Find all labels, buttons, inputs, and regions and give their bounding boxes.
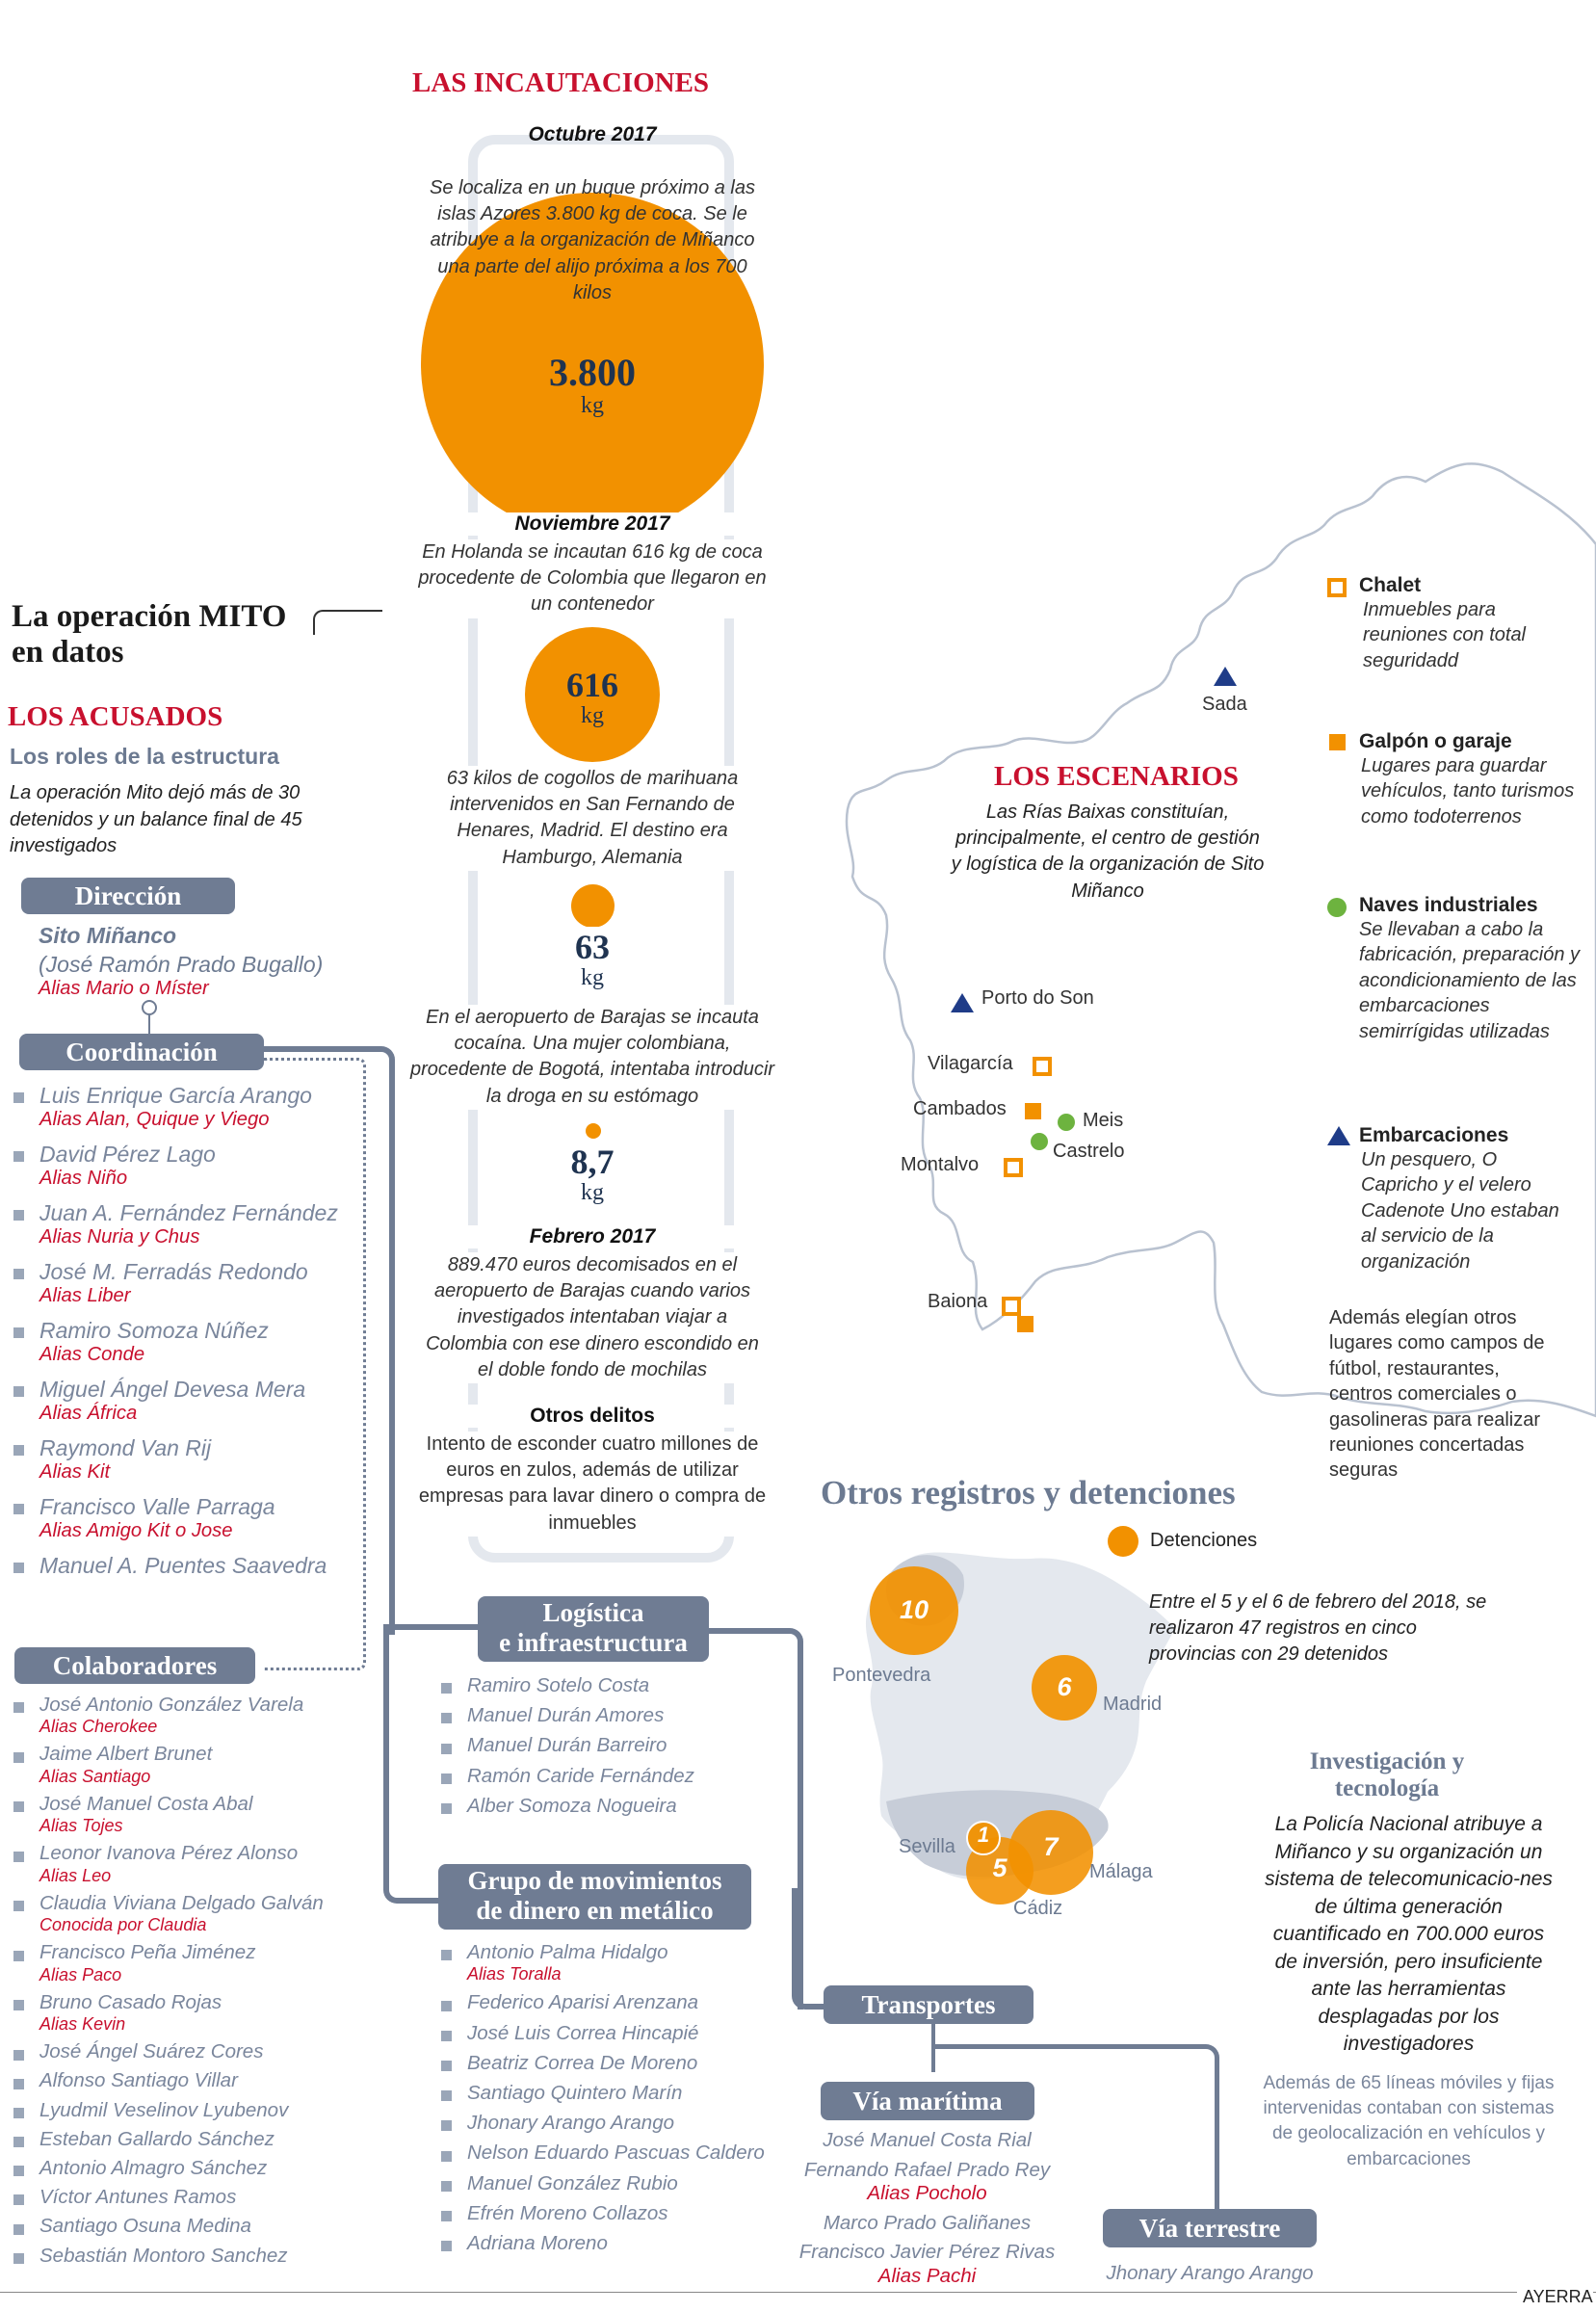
transportes-label: Transportes xyxy=(824,1985,1033,2024)
bullet-icon xyxy=(13,1210,24,1221)
bullet-icon xyxy=(441,2120,452,2131)
detenciones-label: Detenciones xyxy=(1150,1530,1258,1551)
person-name: Manuel Durán Barreiro xyxy=(467,1734,667,1757)
unit-3800: kg xyxy=(581,393,604,418)
direccion-name: Sito Miñanco xyxy=(39,923,177,948)
febrero-text: 889.470 euros decomisados en el aeropuerto de Barajas cuando varios investigados intentaban viajar a Colombia con ese dinero escondido en el doble fondo de mochilas xyxy=(416,1252,769,1383)
bullet-icon xyxy=(441,2001,452,2011)
person-name: Santiago Osuna Medina xyxy=(39,2215,251,2238)
person-name: Ramiro Somoza Núñez xyxy=(39,1318,269,1343)
person-name: Luis Enrique García Arango xyxy=(39,1083,312,1108)
amount-63: 63 xyxy=(525,927,660,967)
person-alias: Alias Pachi xyxy=(877,2264,977,2287)
bullet-icon xyxy=(13,1901,24,1911)
bullet-icon xyxy=(13,1092,24,1103)
direccion-real-name: (José Ramón Prado Bugallo) xyxy=(39,952,324,977)
bullet-icon xyxy=(13,2079,24,2089)
person-name: Francisco Javier Pérez Rivas xyxy=(798,2241,1056,2264)
bullet-icon xyxy=(13,2137,24,2147)
grupo-label-line1: Grupo de movimientos xyxy=(467,1866,722,1895)
bullet-icon xyxy=(13,1269,24,1279)
person-item xyxy=(13,1743,351,1786)
person-item xyxy=(441,2202,788,2225)
bullet-icon xyxy=(441,1713,452,1723)
person-item xyxy=(13,2186,351,2209)
person-item xyxy=(13,1892,351,1935)
det-pontevedra-value: 10 xyxy=(899,1595,929,1624)
det-cadiz-value: 5 xyxy=(992,1853,1007,1882)
bullet-icon xyxy=(13,2000,24,2010)
place-porto-do-son: Porto do Son xyxy=(981,987,1094,1009)
person-name: Alber Somoza Nogueira xyxy=(467,1794,677,1817)
det-madrid-value: 6 xyxy=(1057,1672,1072,1701)
otros-text: Intento de esconder cuatro millones de euros en zulos, además de utilizar empresas para lavar dinero o compra de inmuebles xyxy=(416,1432,769,1537)
person-name: Esteban Gallardo Sánchez xyxy=(39,2127,275,2150)
bullet-icon xyxy=(13,2108,24,2118)
person-name: Ramiro Sotelo Costa xyxy=(467,1674,650,1696)
bullet-icon xyxy=(13,1386,24,1397)
legend-text: Inmuebles para reuniones con total seguridadd xyxy=(1363,599,1527,671)
person-name: Fernando Rafael Prado Rey xyxy=(803,2158,1051,2181)
chalet-icon xyxy=(1327,578,1347,597)
person-name: Leonor Ivanova Pérez Alonso xyxy=(39,1842,299,1865)
chalet-icon xyxy=(1004,1158,1023,1177)
incautaciones-heading: LAS INCAUTACIONES xyxy=(412,67,710,98)
amount-616: 616 xyxy=(566,666,618,704)
person-name: Jaime Albert Brunet xyxy=(39,1743,213,1766)
person-item xyxy=(13,1941,351,1984)
bullet-icon xyxy=(13,2224,24,2235)
person-item xyxy=(441,1765,788,1788)
title-bracket xyxy=(313,610,382,635)
person-name: Claudia Viviana Delgado Galván xyxy=(39,1891,324,1914)
acusados-heading: LOS ACUSADOS xyxy=(8,701,223,732)
person-item xyxy=(13,2215,351,2238)
bullet-icon xyxy=(13,1702,24,1713)
unit-63: kg xyxy=(581,965,604,990)
person-name: José Manuel Costa Abal xyxy=(39,1792,253,1815)
legend-boat xyxy=(1327,1124,1587,1274)
person-name: Antonio Almagro Sánchez xyxy=(39,2157,268,2180)
bullet-icon xyxy=(441,2061,452,2071)
main-connector xyxy=(260,1046,395,1635)
person-name: Víctor Antunes Ramos xyxy=(39,2186,237,2209)
unit-616: kg xyxy=(581,703,604,728)
registros-text: Entre el 5 y el 6 de febrero del 2018, se realizaron 47 registros en cinco provincias con 29 detenidos xyxy=(1149,1591,1487,1666)
person-name: José Antonio González Varela xyxy=(39,1694,304,1716)
person-alias: Alias Alan, Quique y Viego xyxy=(39,1109,270,1131)
legend-title: Naves industriales xyxy=(1359,894,1538,916)
person-name: Adriana Moreno xyxy=(467,2231,608,2254)
person-item xyxy=(13,1694,351,1737)
febrero-date: Febrero 2017 xyxy=(421,1225,764,1248)
person-item xyxy=(441,1734,788,1757)
person-name: Marco Prado Galiñanes xyxy=(823,2211,1032,2234)
person-name: Nelson Eduardo Pascuas Caldero xyxy=(467,2141,765,2165)
item-date: Noviembre 2017 xyxy=(421,512,764,536)
investigacion-title xyxy=(1262,1748,1512,1801)
det-madrid-name: Madrid xyxy=(1103,1694,1163,1715)
acusados-intro: La operación Mito dejó más de 30 detenidos y un balance final de 45 investigados xyxy=(10,782,302,857)
person-alias: Alias Kit xyxy=(39,1461,111,1484)
person-alias: Alias Kevin xyxy=(39,2014,126,2034)
colaboradores-label: Colaboradores xyxy=(14,1647,255,1684)
place-baiona: Baiona xyxy=(928,1291,988,1312)
warehouse-icon xyxy=(1058,1114,1075,1131)
bullet-icon xyxy=(13,2166,24,2176)
bullet-icon xyxy=(441,2181,452,2192)
place-cambados: Cambados xyxy=(913,1098,1007,1119)
person-alias: Alias Tojes xyxy=(39,1816,123,1836)
legend-title: Galpón o garaje xyxy=(1359,730,1512,752)
warehouse-icon xyxy=(1031,1133,1048,1150)
det-malaga-value: 7 xyxy=(1043,1832,1059,1861)
bullet-icon xyxy=(13,1852,24,1862)
person-name: Miguel Ángel Devesa Mera xyxy=(39,1377,306,1402)
escenarios-extra: Además elegían otros lugares como campos de fútbol, restaurantes, centros comerciales o gasolineras para realizar reuniones concertadas seguras xyxy=(1329,1307,1545,1482)
coordinacion-label: Coordinación xyxy=(19,1034,264,1070)
person-name: Jhonary Arango Arango xyxy=(467,2112,675,2135)
bullet-icon xyxy=(441,2090,452,2101)
unit-8-7: kg xyxy=(581,1180,604,1205)
person-alias: Alias Pocholo xyxy=(867,2182,987,2205)
place-castrelo: Castrelo xyxy=(1053,1141,1125,1162)
warehouse-icon xyxy=(1327,898,1347,917)
otros-title: Otros delitos xyxy=(421,1405,764,1428)
item-date: Octubre 2017 xyxy=(528,123,657,145)
bullet-icon xyxy=(441,1744,452,1754)
circle-8-7 xyxy=(586,1123,601,1139)
escenarios-text: Las Rías Baixas constituían, principalmente, el centro de gestión y logística de la organización de Sito Miñanco xyxy=(951,801,1265,902)
person-name: Alfonso Santiago Villar xyxy=(39,2069,238,2092)
legend-text: Lugares para guardar vehículos, tanto turismos como todoterrenos xyxy=(1361,755,1575,828)
boat-icon xyxy=(1327,1126,1350,1145)
person-name: Manuel Durán Amores xyxy=(467,1704,665,1727)
bullet-icon xyxy=(441,2151,452,2162)
det-malaga-name: Málaga xyxy=(1089,1861,1153,1882)
person-item xyxy=(441,2232,788,2255)
main-title xyxy=(12,599,301,670)
person-name: José Manuel Costa Rial xyxy=(823,2129,1032,2151)
grupo-list xyxy=(441,1941,788,2262)
place-montalvo: Montalvo xyxy=(901,1154,980,1175)
legend-text: Se llevaban a cabo la fabricación, preparación y acondicionamiento de las embarcaciones semirrígidas utilizadas xyxy=(1359,919,1581,1042)
person-alias: Alias Amigo Kit o Jose xyxy=(39,1520,233,1542)
garage-icon xyxy=(1329,734,1346,750)
registros-heading: Otros registros y detenciones xyxy=(821,1474,1236,1511)
acusados-subheading: Los roles de la estructura xyxy=(10,744,279,769)
bullet-icon xyxy=(441,1773,452,1784)
det-sevilla-value: 1 xyxy=(977,1823,990,1847)
legend-title: Chalet xyxy=(1359,574,1422,596)
det-cadiz-name: Cádiz xyxy=(1013,1898,1063,1919)
bullet-icon xyxy=(441,2031,452,2041)
person-name: David Pérez Lago xyxy=(39,1142,216,1167)
person-alias: Conocida por Claudia xyxy=(39,1915,207,1935)
person-name: Manuel A. Puentes Saavedra xyxy=(39,1553,327,1578)
person-item xyxy=(13,2245,351,2268)
person-item xyxy=(13,1793,351,1836)
person-name: Francisco Peña Jiménez xyxy=(39,1941,256,1964)
person-name: Manuel González Rubio xyxy=(467,2171,678,2194)
person-alias: Alias Leo xyxy=(39,1865,112,1885)
boat-icon xyxy=(951,993,974,1012)
place-vilagarcia: Vilagarcía xyxy=(928,1053,1013,1074)
person-item xyxy=(441,1674,788,1697)
bullet-icon xyxy=(13,1951,24,1961)
det-pontevedra-name: Pontevedra xyxy=(832,1665,931,1686)
person-item xyxy=(13,2069,351,2092)
person-item xyxy=(441,2141,788,2165)
person-alias: Alias Paco xyxy=(39,1964,122,1984)
bullet-icon xyxy=(13,1752,24,1763)
item-text: En el aeropuerto de Barajas se incauta cocaína. Una mujer colombiana, procedente de Bogotá, intentaba introducir la droga en su estómago xyxy=(408,1005,776,1110)
person-item xyxy=(441,1941,788,1984)
person-item xyxy=(13,1842,351,1885)
person-name: Raymond Van Rij xyxy=(39,1435,212,1460)
legend-chalet xyxy=(1327,574,1587,673)
person-item xyxy=(441,2052,788,2075)
investigacion-note: Además de 65 líneas móviles y fijas intervenidas contaban con sistemas de geolocalización en vehículos y embarcaciones xyxy=(1263,2073,1555,2169)
person-item xyxy=(13,2128,351,2151)
bullet-icon xyxy=(13,2253,24,2264)
det-sevilla-name: Sevilla xyxy=(899,1836,955,1857)
connector-dot xyxy=(142,1000,157,1015)
person-name: José M. Ferradás Redondo xyxy=(39,1259,308,1284)
garage-icon xyxy=(1017,1316,1033,1332)
garage-icon xyxy=(1025,1103,1041,1119)
legend-garage xyxy=(1327,730,1587,829)
person-item xyxy=(441,2172,788,2195)
place-sada: Sada xyxy=(1202,694,1247,715)
logistica-list xyxy=(441,1674,788,1825)
grupo-label-line2: de dinero en metálico xyxy=(476,1896,714,1925)
logistica-label-line1: Logística xyxy=(542,1598,644,1627)
person-alias: Alias Conde xyxy=(39,1344,145,1366)
investigacion-text: La Policía Nacional atribuye a Miñanco y su organización un sistema de telecomunicacio-nes de última generación cuantificado en 700.000 euros de inversión, pero insuficiente ante las herramientas desplagadas por los investigadores xyxy=(1265,1813,1553,2056)
person-name: Ramón Caride Fernández xyxy=(467,1764,694,1787)
bullet-icon xyxy=(441,2211,452,2221)
person-alias: Alias Toralla xyxy=(467,1964,562,1984)
bullet-icon xyxy=(13,1801,24,1812)
direccion-label: Dirección xyxy=(21,878,235,914)
bullet-icon xyxy=(441,1950,452,1960)
bullet-icon xyxy=(13,1563,24,1573)
bullet-icon xyxy=(13,1151,24,1162)
amount-8-7: 8,7 xyxy=(525,1142,660,1182)
chalet-icon xyxy=(1002,1297,1021,1316)
logistica-label-line2: e infraestructura xyxy=(499,1628,688,1657)
bullet-icon xyxy=(441,1683,452,1694)
person-name: Bruno Casado Rojas xyxy=(39,1990,222,2013)
grupo-label xyxy=(438,1864,751,1930)
person-alias: Alias Cherokee xyxy=(39,1717,158,1737)
person-name: Francisco Valle Parraga xyxy=(39,1494,275,1519)
person-name: Lyudmil Veselinov Lyubenov xyxy=(39,2098,289,2121)
person-name: Santiago Quintero Marín xyxy=(467,2082,683,2105)
person-item xyxy=(441,1991,788,2014)
colaboradores-list xyxy=(13,1694,351,2273)
person-alias: Alias Niño xyxy=(39,1168,128,1190)
legend-title: Embarcaciones xyxy=(1359,1124,1509,1146)
grupo-branch xyxy=(383,1624,449,1904)
person-item xyxy=(441,1795,788,1818)
terrestre-list xyxy=(1084,2256,1336,2285)
person-alias: Alias Santiago xyxy=(39,1766,151,1786)
boat-icon xyxy=(1214,667,1237,686)
person-item xyxy=(441,2082,788,2105)
legend-warehouse xyxy=(1327,894,1587,1044)
person-item xyxy=(441,1704,788,1727)
bullet-icon xyxy=(13,2194,24,2205)
logistica-label xyxy=(478,1596,709,1662)
person-item xyxy=(13,1991,351,2035)
person-item xyxy=(13,2157,351,2180)
circle-63 xyxy=(571,884,615,928)
person-name: Federico Aparisi Arenzana xyxy=(467,1991,699,2014)
person-alias: Alias Liber xyxy=(39,1285,131,1307)
person-item xyxy=(441,2112,788,2135)
bullet-icon xyxy=(13,1327,24,1338)
footer-line xyxy=(0,2292,1596,2293)
credit: AYERRA xyxy=(1517,2287,1593,2307)
bullet-icon xyxy=(441,1803,452,1814)
chalet-icon xyxy=(1033,1057,1052,1076)
person-name: Sebastián Montoro Sanchez xyxy=(39,2244,288,2267)
person-alias: Alias África xyxy=(39,1403,138,1425)
person-name: José Luis Correa Hincapié xyxy=(467,2021,699,2044)
person-alias: Alias Nuria y Chus xyxy=(39,1226,200,1248)
item-text: Se localiza en un buque próximo a las islas Azores 3.800 kg de coca. Se le atribuye a la organización de Miñanco una parte del alijo próxima a los 700 kilos xyxy=(430,177,755,303)
amount-3800: 3.800 xyxy=(549,351,636,394)
maritima-list xyxy=(771,2123,1084,2289)
investigacion-title-line2: tecnología xyxy=(1334,1774,1440,1801)
person-item xyxy=(441,2022,788,2045)
legend-text: Un pesquero, O Capricho y el velero Cadenote Uno estaban al servicio de la organización xyxy=(1361,1149,1559,1273)
direccion-alias: Alias Mario o Míster xyxy=(39,978,209,999)
person-item xyxy=(13,2040,351,2063)
person-name: Beatriz Correa De Moreno xyxy=(467,2051,698,2074)
item-text: 63 kilos de cogollos de marihuana intervenidos en San Fernando de Henares, Madrid. El destino era Hamburgo, Alemania xyxy=(416,766,769,871)
bullet-icon xyxy=(13,2050,24,2061)
terrestre-label: Vía terrestre xyxy=(1103,2209,1317,2247)
item-text: En Holanda se incautan 616 kg de coca procedente de Colombia que llegaron en un contenedor xyxy=(416,539,769,618)
person-name: Juan A. Fernández Fernández xyxy=(39,1200,338,1225)
escenarios-heading: LOS ESCENARIOS xyxy=(994,761,1239,792)
bullet-icon xyxy=(441,2241,452,2251)
person-item xyxy=(13,2099,351,2122)
main-title-text: La operación MITO en datos xyxy=(12,599,287,670)
bullet-icon xyxy=(13,1445,24,1456)
investigacion-title-line1: Investigación y xyxy=(1309,1748,1465,1774)
person-name: Efrén Moreno Collazos xyxy=(467,2201,668,2224)
maritima-label: Vía marítima xyxy=(821,2082,1034,2120)
person-name: Antonio Palma Hidalgo xyxy=(467,1941,668,1963)
place-meis: Meis xyxy=(1083,1110,1124,1131)
bullet-icon xyxy=(13,1504,24,1514)
person-name: Jhonary Arango Arango xyxy=(1106,2262,1314,2284)
person-name: José Ángel Suárez Cores xyxy=(39,2040,264,2063)
